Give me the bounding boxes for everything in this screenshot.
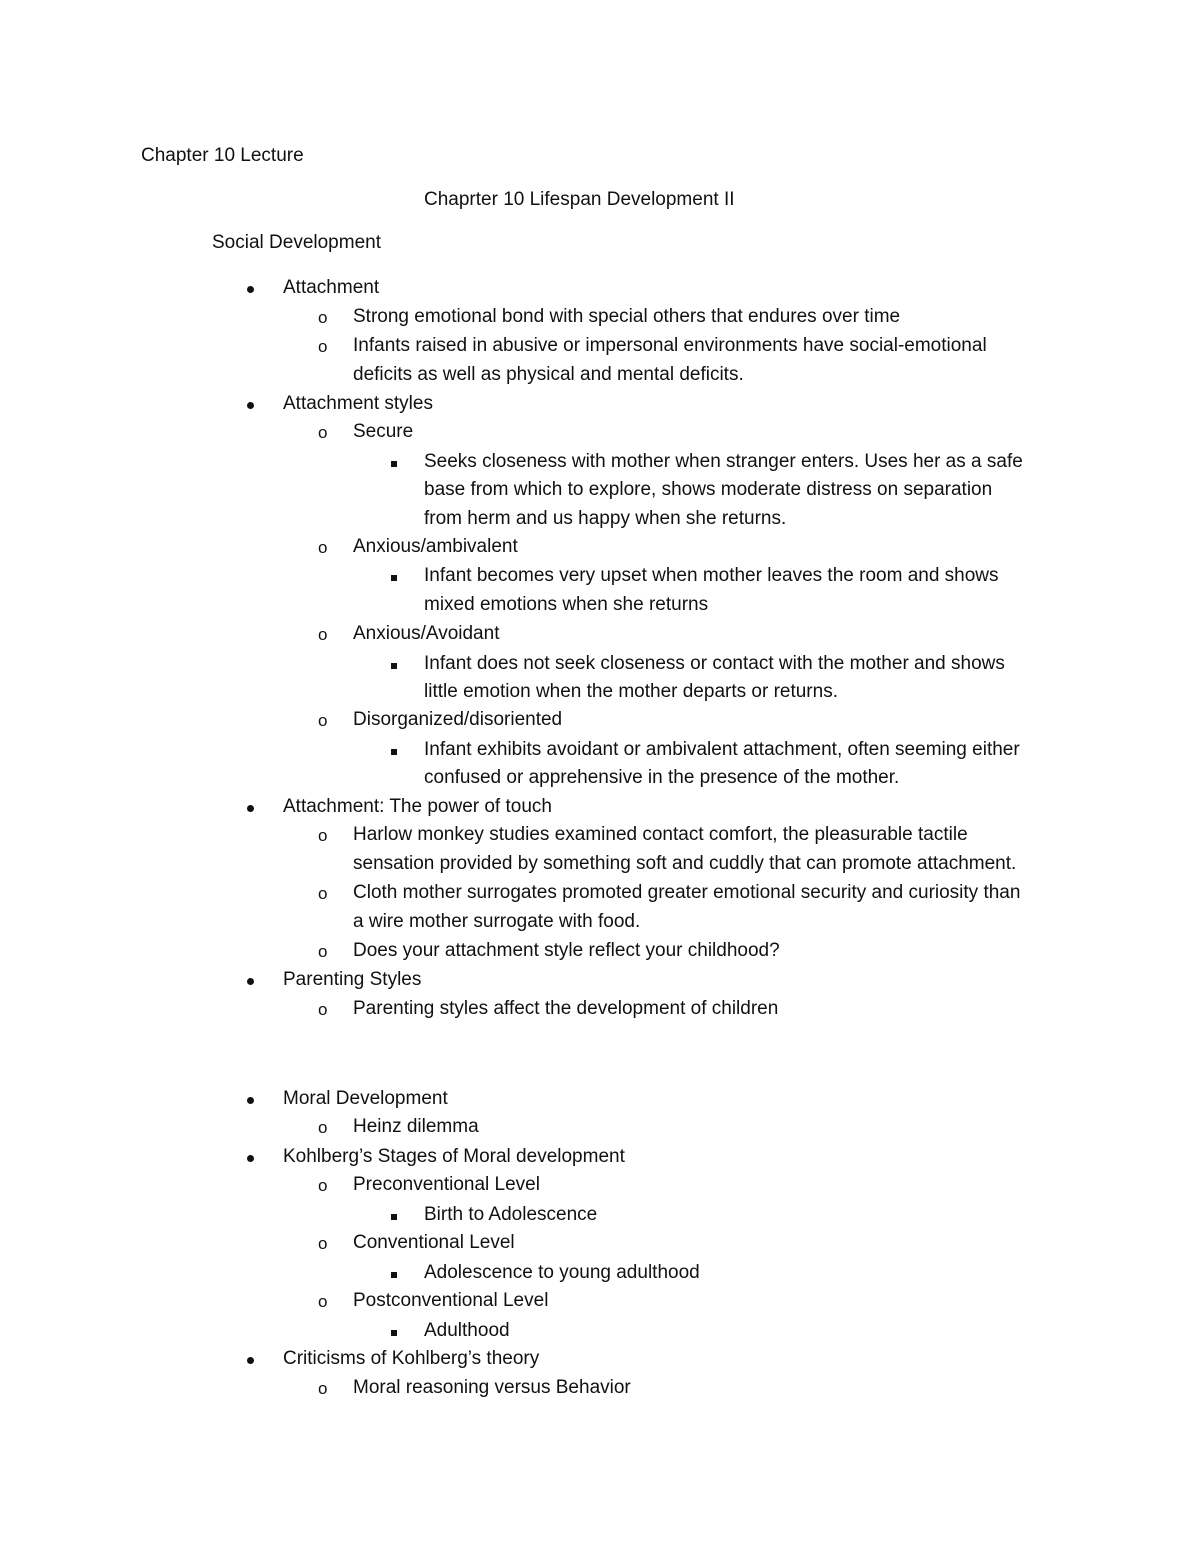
bullet-icon [247, 276, 254, 300]
list-item: Infant becomes very upset when mother leaves the room and shows [424, 565, 999, 586]
list-item-continuation: a wire mother surrogate with food. [353, 911, 641, 932]
list-item: Criticisms of Kohlberg’s theory [283, 1348, 540, 1369]
list-item: Birth to Adolescence [424, 1204, 598, 1225]
bullet-icon [247, 1145, 254, 1169]
list-item: Anxious/Avoidant [353, 623, 500, 644]
circle-bullet-icon: o [318, 538, 328, 557]
bullet-icon [247, 968, 254, 992]
list-item: Attachment: The power of touch [283, 796, 552, 817]
circle-bullet-icon: o [318, 1176, 328, 1195]
list-item: Infants raised in abusive or impersonal environments have social-emotional [353, 335, 987, 356]
list-item: Disorganized/disoriented [353, 709, 563, 730]
list-item: Secure [353, 421, 414, 442]
circle-bullet-icon: o [318, 625, 328, 644]
bullet-icon [247, 1087, 254, 1111]
square-bullet-icon [391, 450, 397, 474]
list-item: Cloth mother surrogates promoted greater emotional security and curiosity than [353, 882, 1021, 903]
square-bullet-icon [391, 652, 397, 676]
section-heading: Social Development [212, 232, 381, 253]
list-item: Does your attachment style reflect your childhood? [353, 940, 780, 961]
circle-bullet-icon: o [318, 308, 328, 327]
list-item: Moral Development [283, 1088, 448, 1109]
list-item: Adolescence to young adulthood [424, 1262, 700, 1283]
list-item: Preconventional Level [353, 1174, 540, 1195]
list-item: Infant exhibits avoidant or ambivalent attachment, often seeming either [424, 739, 1020, 760]
list-item: Kohlberg’s Stages of Moral development [283, 1146, 625, 1167]
circle-bullet-icon: o [318, 884, 328, 903]
square-bullet-icon [391, 1261, 397, 1285]
bullet-icon [247, 1347, 254, 1371]
circle-bullet-icon: o [318, 423, 328, 442]
list-item: Adulthood [424, 1320, 510, 1341]
bullet-icon [247, 795, 254, 819]
circle-bullet-icon: o [318, 942, 328, 961]
circle-bullet-icon: o [318, 337, 328, 356]
list-item: Anxious/ambivalent [353, 536, 518, 557]
list-item: Strong emotional bond with special others that endures over time [353, 306, 901, 327]
square-bullet-icon [391, 738, 397, 762]
bullet-icon [247, 392, 254, 416]
list-item: Seeks closeness with mother when stranger enters. Uses her as a safe [424, 451, 1023, 472]
list-item-continuation: mixed emotions when she returns [424, 594, 709, 615]
square-bullet-icon [391, 564, 397, 588]
circle-bullet-icon: o [318, 1379, 328, 1398]
list-item: Attachment styles [283, 393, 433, 414]
list-item: Parenting Styles [283, 969, 422, 990]
list-item-continuation: little emotion when the mother departs or returns. [424, 681, 838, 702]
list-item-continuation: sensation provided by something soft and cuddly that can promote attachment. [353, 853, 1017, 874]
list-item: Conventional Level [353, 1232, 515, 1253]
list-item: Infant does not seek closeness or contact with the mother and shows [424, 653, 1005, 674]
list-item: Moral reasoning versus Behavior [353, 1377, 631, 1398]
list-item-continuation: confused or apprehensive in the presence of the mother. [424, 767, 900, 788]
list-item: Parenting styles affect the development of children [353, 998, 779, 1019]
list-item-continuation: from herm and us happy when she returns. [424, 508, 787, 529]
circle-bullet-icon: o [318, 1000, 328, 1019]
circle-bullet-icon: o [318, 826, 328, 845]
square-bullet-icon [391, 1319, 397, 1343]
document-header: Chapter 10 Lecture [141, 145, 304, 166]
list-item: Heinz dilemma [353, 1116, 479, 1137]
list-item: Postconventional Level [353, 1290, 549, 1311]
square-bullet-icon [391, 1203, 397, 1227]
list-item: Harlow monkey studies examined contact comfort, the pleasurable tactile [353, 824, 968, 845]
circle-bullet-icon: o [318, 1118, 328, 1137]
circle-bullet-icon: o [318, 1292, 328, 1311]
list-item-continuation: deficits as well as physical and mental deficits. [353, 364, 744, 385]
list-item: Attachment [283, 277, 380, 298]
document-title: Chaprter 10 Lifespan Development II [424, 189, 735, 210]
circle-bullet-icon: o [318, 711, 328, 730]
circle-bullet-icon: o [318, 1234, 328, 1253]
list-item-continuation: base from which to explore, shows moderate distress on separation [424, 479, 993, 500]
